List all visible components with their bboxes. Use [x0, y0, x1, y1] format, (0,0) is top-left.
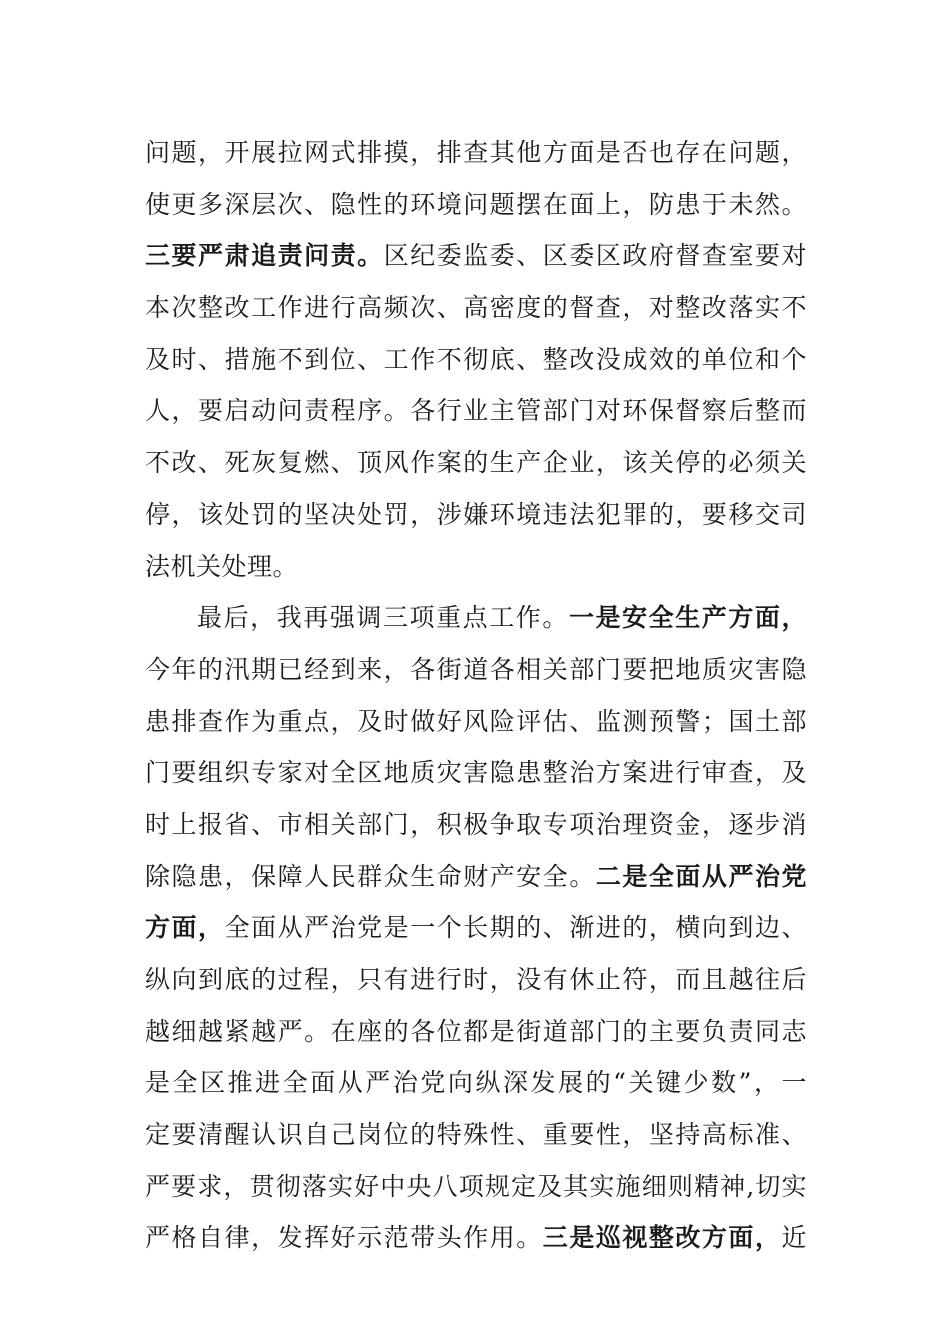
text-line [145, 334, 807, 386]
text-segment: 及时、措施不到位、工作不彻底、整改没成效的单位和个 [145, 344, 807, 374]
text-line [145, 282, 807, 334]
paragraph-start-line [145, 592, 807, 644]
text-line [145, 954, 807, 1006]
text-segment: 全面从严治党是一个长期的、渐进的，横向到边、 [224, 913, 807, 943]
text-segment: 是全区推进全面从严治党向纵深发展的“关键少数”，一 [145, 1068, 807, 1098]
text-line [145, 799, 807, 851]
bold-heading-segment: 三要严肃追责问责。 [145, 241, 384, 271]
text-line [145, 902, 807, 954]
text-line [145, 179, 807, 231]
text-segment: 近 [781, 1223, 807, 1253]
text-line [145, 1109, 807, 1161]
text-segment: 严格自律，发挥好示范带头作用。 [145, 1223, 543, 1253]
text-line [145, 385, 807, 437]
text-line [145, 489, 807, 541]
text-segment: 时上报省、市相关部门，积极争取专项治理资金，逐步消 [145, 809, 807, 839]
text-segment: 除隐患，保障人民群众生命财产安全。 [145, 861, 596, 891]
text-segment: 严要求，贯彻落实好中央八项规定及其实施细则精神,切实 [145, 1171, 807, 1201]
text-segment: 人，要启动问责程序。各行业主管部门对环保督察后整而 [145, 396, 807, 426]
text-line [145, 437, 807, 489]
text-line [145, 696, 807, 748]
text-line [145, 127, 807, 179]
bold-heading-segment: 一是安全生产方面， [568, 603, 807, 633]
text-line [145, 1212, 807, 1264]
text-segment: 法机关处理。 [145, 551, 299, 581]
text-segment: 门要组织专家对全区地质灾害隐患整治方案进行审查，及 [145, 758, 807, 788]
text-segment: 停，该处罚的坚决处罚，涉嫌环境违法犯罪的，要移交司 [145, 499, 807, 529]
text-line [145, 1057, 807, 1109]
text-line [145, 541, 807, 593]
text-segment: 最后，我再强调三项重点工作。 [197, 603, 569, 633]
document-body [145, 127, 807, 1264]
text-segment: 不改、死灰复燃、顶风作案的生产企业，该关停的必须关 [145, 448, 807, 478]
text-segment: 问题，开展拉网式排摸，排查其他方面是否也存在问题， [145, 138, 807, 167]
bold-heading-segment: 二是全面从严治党 [595, 861, 807, 891]
text-segment: 越细越紧越严。在座的各位都是街道部门的主要负责同志 [145, 1016, 807, 1046]
text-line [145, 644, 807, 696]
text-segment: 今年的汛期已经到来，各街道各相关部门要把地质灾害隐 [145, 654, 807, 684]
text-segment: 使更多深层次、隐性的环境问题摆在面上，防患于未然。 [145, 189, 807, 219]
bold-heading-segment: 方面， [145, 913, 225, 943]
text-line [145, 747, 807, 799]
text-line [145, 1161, 807, 1213]
text-segment: 区纪委监委、区委区政府督查室要对 [383, 241, 807, 271]
text-segment: 纵向到底的过程，只有进行时，没有休止符，而且越往后 [145, 965, 807, 994]
text-segment: 定要清醒认识自己岗位的特殊性、重要性，坚持高标准、 [145, 1120, 807, 1150]
text-line [145, 1006, 807, 1058]
text-line [145, 851, 807, 903]
text-segment: 本次整改工作进行高频次、高密度的督查，对整改落实不 [145, 293, 807, 323]
text-segment: 患排查作为重点，及时做好风险评估、监测预警；国土部 [145, 706, 807, 736]
bold-heading-segment: 三是巡视整改方面， [542, 1223, 782, 1253]
text-line [145, 230, 807, 282]
